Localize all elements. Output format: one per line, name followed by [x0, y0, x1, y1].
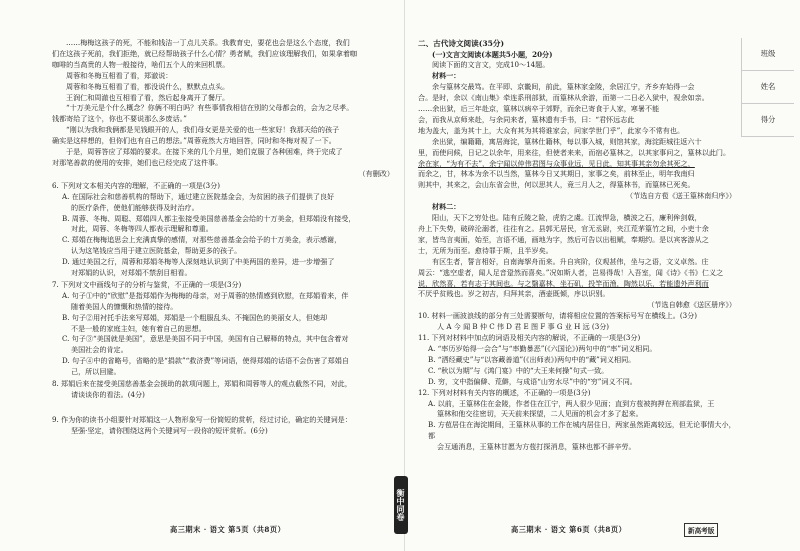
- text-line: 们在这孩子死前，我们拒绝，就已经帮助孩子什么心情？勇者赋，我们应该理解我们，如果拿着咖: [52, 48, 358, 58]
- question-9-cont: 坚强·坚定，请你围绕这两个关键词写一段你的短评赏析。(6分): [71, 425, 268, 435]
- text-line: 周云：“逃空虚者，闻人足音跫然而喜矣。”况如斯人者，岂易得哉！入吾室，闻《诗》《书》仁义之: [418, 267, 724, 277]
- text-line: 余出狱，编籍籍，寓居海淀，篁林仕籍林，每以事入城，则馆其家，海淀距城往返六十: [432, 136, 702, 146]
- subsection-title: (一)文言文阅读(本题共5小题，20分): [432, 49, 553, 59]
- right-column: [418, 38, 736, 453]
- question-7: 7. 下列对文中画线句子的分析与鉴赏，不正确的一项是(3分): [52, 279, 242, 289]
- page-footer: 高三期末 · 语文 第6页（共8页）: [511, 525, 627, 534]
- text-line: 合。是时，余以《南山集》牵连系刑部狱，而篁林从余游，而第一二日必入狱中，视余如亲。: [418, 93, 709, 103]
- material-2-label: 材料二：: [432, 202, 461, 212]
- text-line: 不厌乎贫贱也。岁之初吉，归拜其亲，酒壶既倾，序以识别。: [418, 289, 610, 299]
- question-8: 8. 郑娟后来在接受美国慈善基金会援助的款项问题上，郑娟和周蓉等人的观点截然不同，对此，: [52, 379, 352, 389]
- option-cont: 对郑娟的认识，对郑娟不禁刮目相看。: [71, 268, 192, 278]
- text-line: 确实是这样想的，但你们也有自己的想法。”周蓉竟然大方地回答，同时和冬梅对视了一下。: [52, 136, 336, 146]
- text-line: 钱都寄给了这个，你也不要说那么多废话。”: [52, 114, 187, 124]
- option: C. 句子③“美国就是美国”，意思是美国不同于中国，美国有自己解释的特点，其中包含着对: [62, 334, 349, 344]
- option-cont: 认为这笔钱应当用于建立医院基金，帮助更多的孩子。: [71, 246, 242, 256]
- option: A. “率历岁始得一会合”与“率勤暴恶”(《六国论》)两句中的“率”词义相同。: [428, 343, 657, 353]
- option-cont: 随着美国人的慷慨和热情的接待。: [71, 301, 178, 311]
- text-line: 则其中，其来之，会山东省会世，何以思其人，竟三月人之，得篁林书，而篁林已死矣。: [418, 180, 695, 190]
- page-divider: [404, 0, 405, 551]
- text-line: 周蓉和冬梅互相看了看，都没说什么，默默点点头。: [66, 81, 230, 91]
- right-page: [406, 0, 736, 551]
- text-line: “十万美元是个什么概念？你俩不明白吗？有些事情我相信在别的父母都会的，会为之尽孝。: [66, 103, 354, 113]
- option: B. 方苞居住在海淀期间，王篁林从事的工作在城内居住日，两家虽然距离较远，但无论事情大小，都: [428, 420, 736, 441]
- instruction: 阅读下面的文言文，完成10～14题。: [432, 60, 550, 70]
- text-line: 士，无所为而至。愈待罪于斯，且半岁矣。: [418, 245, 553, 255]
- text-line: 会，而我从京师来赴，与余同来者，篁林遗有手书，曰：“君怀远志此: [418, 114, 635, 124]
- score-field[interactable]: 得分: [742, 104, 794, 137]
- question-10-options: 人 A 今 闻 B 仲 C 伟 D 君 E 图 F 事 G 业 H 远 (3分): [437, 322, 610, 332]
- option: D. 通过美国之行，周蓉和郑娟冬梅等人深刻地认识到了中美两国的差异，进一步增强了: [62, 257, 335, 267]
- class-field[interactable]: 班级: [742, 38, 794, 71]
- option: C. 郑娟在梅梅追思会上充满真挚的感情，对那些慈善基金会给予的十万美金，表示感谢，: [62, 235, 342, 245]
- text-line-wavy: 余在家，“为有不去”，余宁闻以仲伟君图与众事业远，见日此，知其事其亲勿余其死之，: [418, 158, 695, 168]
- option-cont: 己，所以回避。: [71, 367, 121, 377]
- text-line: 对那笔善款的使用的安排，她们也已经完成了这件事。: [52, 157, 223, 167]
- option: D. 句子④中的省略号，省略的是“捐款”“救济费”等词语，使得郑娟的话语不会伤害了郑娟自: [62, 356, 349, 366]
- text-line: 里，而使问候，日记之以余年，用来往，但使者来来，而宿必篁林之，以其家事问之，篁林以此门。: [418, 147, 731, 157]
- question-11: 11. 下列对材料中加点的词语及相关内容的解说，不正确的一项是(3分): [418, 333, 641, 343]
- option-cont: 不是一般的家庭主妇，她有着自己的思想。: [71, 323, 206, 333]
- option-cont: 的医疗条件，使他们能够获得及时治疗。: [71, 202, 199, 212]
- question-6: 6. 下列对文本相关内容的理解，不正确的一项是(3分): [52, 180, 221, 190]
- material-1-label: 材料一：: [432, 71, 461, 81]
- name-field[interactable]: 姓名: [742, 71, 794, 104]
- text-line: 地为盖大，盖为其十上，大众有其为其将谁家会，问家学世门乎”，此家今不常有也。: [418, 125, 685, 135]
- text-line: 王润仁和周澈也互相看了看，然后起身离开了餐厅。: [66, 92, 230, 102]
- source-note: （有删改）: [358, 168, 394, 178]
- option: B. 周蓉、冬梅、周聪、郑娟四人都主张接受美国慈善基金会给的十万美金，但郑娟没有接受，: [62, 213, 356, 223]
- text-line: ……余出狱，后三年赴京，篁林以病卒于郊野，而余已寄食于人家，寒暑不能: [418, 104, 660, 114]
- option: A. 句子①中的“欣慰”是指郑娟作为梅梅的母亲，对于周蓉的热情感到欣慰，在郑娟看来，伴: [62, 290, 349, 300]
- option-cont: 对此，周蓉、冬梅等四人都表示理解和尊重。: [71, 224, 213, 234]
- option: A. 以前，王篁林住在金陵，作者住在江宁，两人很少见面；直到方苞被拘押在刑部监狱，王: [428, 398, 715, 408]
- text-line: 家，皆鸟言夷面，始至，言语不通，画地为字，然后可告以出租赋，奉期约。是以宾客游从之: [418, 234, 709, 244]
- text-line: 周蓉和冬梅互相看了看，郑澈说：: [66, 70, 173, 80]
- page-footer: 高三期末 · 语文 第5页（共8页）: [170, 525, 286, 534]
- question-12: 12. 下列对材料有关内容的概述，不正确的一项是(3分): [418, 387, 591, 397]
- source-note: （节选自韩愈《送区册序》）: [647, 300, 736, 310]
- text-line: 于是，周蓉答应了郑娟的要求。在接下来的几个月里，她们克服了各种困难，终于完成了: [66, 147, 343, 157]
- section-title: 二、古代诗文阅读(35分): [418, 39, 505, 48]
- text-line: 舟上下失势，破碎沦溺者，往往有之。县郭无居民，官无丞尉，夹江荒茅篁竹之间，小吏十余: [418, 224, 709, 233]
- option: D. 穷，文中指偏僻、荒僻，与成语“山穷水尽”中的“穷”词义不同。: [428, 376, 637, 386]
- option: C. “秋以为期”与《鸿门宴》中的“大王来何操”句式一致。: [428, 365, 609, 375]
- text-line: ……梅梅这孩子的死，不能和钱洁一丁点儿关系。我教育史，要花也会是这么个态度，我们: [66, 38, 350, 47]
- text-line: 有区生者，誓言相好，自南海挐舟而来。升自宾阶，仪观甚伟，坐与之语，文义卓然。庄: [432, 256, 709, 266]
- seal-stamp: 衡中同卷: [394, 476, 408, 534]
- option: B. 句子②用衬托手法来写郑娟，郑娟是一个粗服乱头、不掩国色的美丽女人，但她却: [62, 312, 328, 322]
- answer-space: [52, 401, 394, 415]
- option-cont: 美国社会的肯定。: [71, 345, 128, 355]
- text-line: 阳山，天下之穷处也。陆有丘陵之险，虎豹之虞。江流悍急，横波之石，廉利侔剑戟，: [432, 213, 702, 223]
- question-9: 9. 作为你的读书小组要针对郑娟这一人物形象写一份简短的赏析，经过讨论，确定的关键词是：: [52, 414, 352, 424]
- left-column: [52, 38, 394, 437]
- text-line: 而余之，甘，林本为余不以当然，篁林今日又其期日，家事之矣，前林至止，明年我南归: [418, 169, 695, 179]
- question-8-cont: 请谈谈你的看法。(4分): [71, 390, 145, 399]
- score-sidebar: [741, 38, 794, 137]
- source-note: （节选自方苞《送王篁林南归序》）: [626, 191, 736, 201]
- text-line: 余与篁林交最笃。在平即、京畿间，前此，篁林家金陵，余居江宁，齐乡弃始得一会: [432, 82, 695, 92]
- option: B. “洒经藏史”与“以容藏善道”(《出师表》)两句中的“藏”词义相同。: [428, 354, 636, 364]
- edition-badge: 新高考版: [684, 523, 718, 537]
- text-line: 咖啡的当高贵的人物一般接待，啥们五个人的来回机票。: [52, 59, 230, 69]
- option-cont: 会互通消息，王篁林甘愿为方苞打探消息，篁林也都不辞辛劳。: [437, 442, 636, 452]
- text-line-underlined: 说，欣然喜，若有志于其间也。与之翳嘉林，坐石矶，投竿而渔，陶然以乐，若能遗外声利而: [418, 278, 709, 288]
- option-cont: 篁林和他交往密切，天天前来探望，二人见面的机会才多了起来。: [437, 409, 643, 419]
- text-line: “刚以为我和我俩都是见钱眼开的人，我们母女更是关爱的也一些家好！我那天给的孩子: [66, 125, 340, 135]
- option: A. 在国际社会和慈善机构的帮助下，通过建立医院基金会，为贫困的孩子们提供了良好: [62, 191, 335, 201]
- question-10: 10. 材料一画波浪线的部分有三处需要断句，请将相应位置的答案标号写在横线上。(3分): [418, 311, 697, 321]
